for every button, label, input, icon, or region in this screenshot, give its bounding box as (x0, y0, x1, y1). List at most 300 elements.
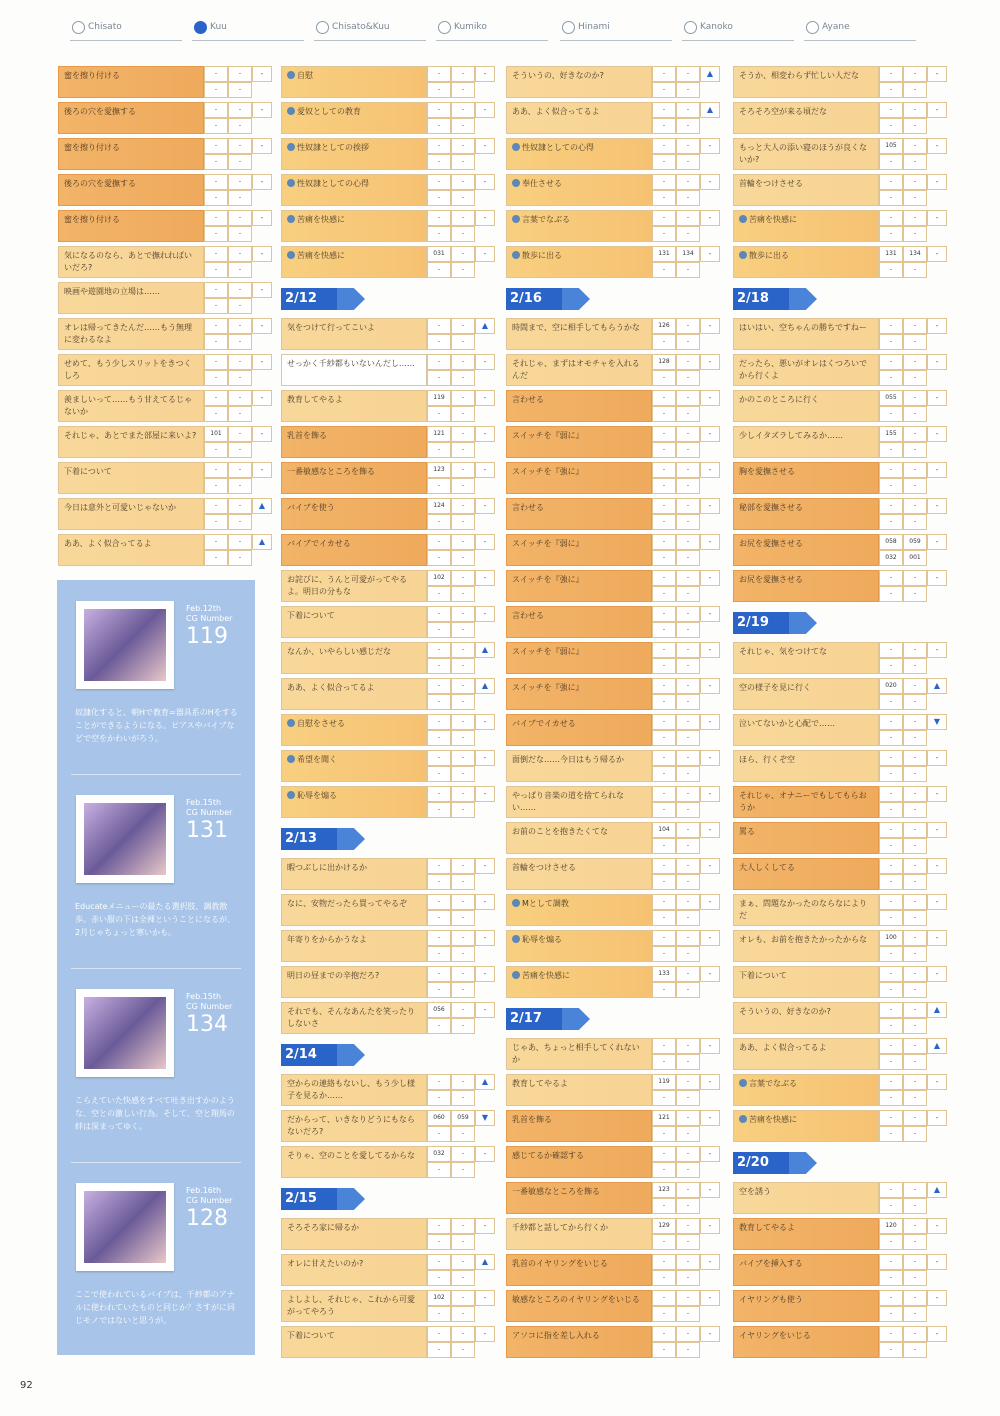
cg-number-cell: 134 (903, 246, 927, 262)
cg-number-cell: - (451, 966, 475, 982)
affection-cell: - (927, 426, 947, 442)
cg-number-cell: - (652, 210, 676, 226)
cg-number-cell: - (451, 534, 475, 550)
choice-row (733, 786, 951, 820)
date-label: 2/20 (733, 1152, 789, 1174)
cg-number-cell: - (204, 226, 228, 242)
cg-number-cell: - (903, 714, 927, 730)
affection-cell: - (475, 102, 495, 118)
choice-label: 空からの連絡もないし、もう少し様子を見るか…… (281, 1074, 427, 1106)
cg-number-cell: - (903, 478, 927, 494)
choice-label: ああ、よく似合ってるよ (58, 534, 204, 566)
tab-chisato-and-kuu[interactable] (314, 18, 426, 41)
cg-number-cell: - (879, 1306, 903, 1322)
choice-row (506, 822, 724, 856)
cg-label: CG Number (186, 808, 233, 817)
menu-marker-icon (512, 215, 520, 223)
cg-number-cell: - (451, 586, 475, 602)
cg-number-cell: - (204, 102, 228, 118)
affection-cell: - (700, 138, 720, 154)
date-label: 2/14 (281, 1044, 337, 1066)
choice-row (506, 318, 724, 352)
cg-number-cell: 032 (879, 550, 903, 566)
cg-number-cell: 126 (652, 318, 676, 334)
affection-cell: - (927, 750, 947, 766)
choice-label: そうか、相変わらず忙しい人だな (733, 66, 879, 98)
choice-label: 羨ましいって……もう甘えてるじゃないか (58, 390, 204, 422)
cg-number-cell: - (676, 318, 700, 334)
cg-number-cell: - (427, 730, 451, 746)
choice-label: スイッチを『強に』 (506, 570, 652, 602)
affection-cell: - (252, 138, 272, 154)
cg-number-cell: - (676, 1182, 700, 1198)
choice-row (506, 210, 724, 244)
choice-label: 言葉でなぶる (506, 210, 652, 242)
choice-row (281, 1218, 499, 1252)
affection-cell: - (700, 786, 720, 802)
cg-number-cell: 119 (652, 1074, 676, 1090)
choice-row (733, 498, 951, 532)
affection-cell: - (927, 930, 947, 946)
cg-number-cell: - (204, 210, 228, 226)
affection-cell: - (700, 966, 720, 982)
affection-cell: - (700, 822, 720, 838)
cg-number-cell: - (427, 370, 451, 386)
cg-number-cell: - (903, 138, 927, 154)
cg-number-cell: 128 (652, 354, 676, 370)
affection-cell: - (475, 1290, 495, 1306)
cg-number-cell: - (652, 190, 676, 206)
cg-number-cell: - (652, 622, 676, 638)
cg-photo (76, 795, 174, 883)
tab-ayane[interactable] (804, 18, 916, 41)
chevron-right-icon (337, 1044, 365, 1066)
affection-up-icon: ▲ (475, 1074, 495, 1090)
choice-row (733, 66, 951, 100)
cg-number-cell: - (427, 1270, 451, 1286)
cg-number-cell: - (676, 498, 700, 514)
choice-label: 後ろの穴を愛撫する (58, 174, 204, 206)
cg-number-cell: - (903, 658, 927, 674)
cg-number-cell: - (903, 82, 927, 98)
choice-label: 苦痛を快感に (733, 1110, 879, 1142)
choice-row (733, 246, 951, 280)
column-1 (58, 66, 276, 570)
choice-row (733, 750, 951, 784)
affection-cell: - (475, 786, 495, 802)
choice-label: 蜜を擦り付ける (58, 66, 204, 98)
cg-number-cell: - (903, 894, 927, 910)
choice-row (506, 462, 724, 496)
cg-number-cell: - (652, 262, 676, 278)
choice-row (281, 966, 499, 1000)
choice-label: 苦痛を快感に (281, 210, 427, 242)
affection-cell: - (475, 462, 495, 478)
cg-number-cell: 131 (652, 246, 676, 262)
choice-label: 空を誘う (733, 1182, 879, 1214)
choice-row (733, 1074, 951, 1108)
cg-number-cell: - (228, 282, 252, 298)
cg-number-cell: - (903, 642, 927, 658)
cg-number-cell: - (676, 370, 700, 386)
choice-label: 泣いてないかと心配で…… (733, 714, 879, 746)
choice-label: スイッチを『強に』 (506, 462, 652, 494)
cg-number-cell: - (676, 1054, 700, 1070)
date-header (733, 612, 951, 636)
choice-label: じゃあ、ちょっと相手してくれないか (506, 1038, 652, 1070)
cg-number-cell: - (903, 1182, 927, 1198)
cg-label: CG Number (186, 1002, 233, 1011)
choice-label: 性奴隷としての心得 (281, 174, 427, 206)
choice-label: 下着について (58, 462, 204, 494)
choice-label: お前のことを抱きたくてな (506, 822, 652, 854)
cg-number-cell: - (427, 534, 451, 550)
choice-label: スイッチを『弱に』 (506, 534, 652, 566)
cg-number-cell: - (903, 154, 927, 170)
choice-row (58, 426, 276, 460)
cg-number-cell: - (903, 750, 927, 766)
choice-row (281, 786, 499, 820)
cg-number-cell: - (204, 550, 228, 566)
cg-number-cell: - (228, 370, 252, 386)
cg-number-cell: - (427, 658, 451, 674)
cg-number-cell: - (652, 370, 676, 386)
cg-number-cell: - (652, 694, 676, 710)
tab-chisato[interactable] (70, 18, 182, 41)
radio-circle-icon (562, 21, 575, 34)
cg-number-cell: - (676, 822, 700, 838)
cg-number-cell: - (427, 1018, 451, 1034)
cg-number-cell: - (451, 190, 475, 206)
affection-cell: - (700, 210, 720, 226)
cg-number-cell: - (228, 478, 252, 494)
cg-number-cell: - (427, 550, 451, 566)
cg-number-cell: - (879, 1234, 903, 1250)
choice-label: ああ、よく似合ってるよ (506, 102, 652, 134)
cg-number-cell: - (427, 1074, 451, 1090)
cg-number-cell: - (676, 570, 700, 586)
affection-cell: - (475, 426, 495, 442)
choice-label: そろそろ家に帰るか (281, 1218, 427, 1250)
cg-number-cell: - (676, 874, 700, 890)
choice-label: 言わせる (506, 390, 652, 422)
cg-number-cell: - (676, 334, 700, 350)
choice-row (506, 1326, 724, 1360)
choice-row (58, 246, 276, 280)
choice-label: 暇つぶしに出かけるか (281, 858, 427, 890)
menu-marker-icon (287, 143, 295, 151)
cg-number-cell: - (879, 262, 903, 278)
choice-row (58, 138, 276, 172)
choice-label: 後ろの穴を愛撫する (58, 102, 204, 134)
cg-number-cell: - (903, 1018, 927, 1034)
menu-marker-icon (287, 755, 295, 763)
menu-marker-icon (512, 251, 520, 259)
choice-label: スイッチを『弱に』 (506, 642, 652, 674)
cg-number-cell: - (879, 102, 903, 118)
choice-label: 一番敏感なところを飾る (506, 1182, 652, 1214)
cg-number-cell: - (879, 1126, 903, 1142)
affection-up-icon: ▲ (252, 498, 272, 514)
cg-number-cell: - (676, 1290, 700, 1306)
cg-number-cell: - (228, 190, 252, 206)
cg-number-cell: - (451, 714, 475, 730)
affection-cell: - (927, 390, 947, 406)
cg-number-cell: - (451, 498, 475, 514)
cg-label: CG Number (186, 1196, 233, 1205)
choice-label: それじゃ、まずはオモチャを入れるんだ (506, 354, 652, 386)
cg-number-cell: - (427, 514, 451, 530)
cg-number-cell: - (228, 318, 252, 334)
radio-circle-icon (72, 21, 85, 34)
tab-hinami[interactable] (560, 18, 672, 41)
choice-label: 蜜を擦り付ける (58, 210, 204, 242)
menu-marker-icon (512, 935, 520, 943)
cg-number-cell: - (451, 946, 475, 962)
affection-cell: - (475, 750, 495, 766)
cg-number-cell: - (652, 390, 676, 406)
affection-up-icon: ▲ (927, 1038, 947, 1054)
cg-number-cell: 123 (652, 1182, 676, 1198)
cg-number-cell: - (676, 1342, 700, 1358)
affection-cell: - (927, 354, 947, 370)
cg-number-cell: - (903, 406, 927, 422)
cg-number-cell: - (676, 1110, 700, 1126)
affection-cell: - (475, 1218, 495, 1234)
date-label: 2/16 (506, 288, 562, 310)
cg-number-cell: - (903, 174, 927, 190)
choice-row (506, 570, 724, 604)
cg-number-cell: - (676, 838, 700, 854)
cg-number-cell: - (676, 118, 700, 134)
affection-cell: - (700, 1218, 720, 1234)
cg-number-cell: - (427, 478, 451, 494)
choice-label: オレも、お前を抱きたかったからな (733, 930, 879, 962)
cg-description: Educateメニューの最たる選択肢、調教散歩。赤い服の下は全裸ということになるが、2月じゃちょっと寒いかも。 (75, 902, 235, 937)
affection-up-icon: ▲ (475, 642, 495, 658)
cg-number-cell: - (903, 1074, 927, 1090)
cg-number-cell: 020 (879, 678, 903, 694)
menu-marker-icon (287, 719, 295, 727)
cg-number-cell: 055 (879, 390, 903, 406)
cg-number-cell: - (652, 766, 676, 782)
choice-row (733, 534, 951, 568)
cg-number-cell: - (451, 1090, 475, 1106)
cg-number-cell: - (879, 838, 903, 854)
choice-row (281, 174, 499, 208)
cg-number-cell: - (652, 1146, 676, 1162)
cg-number-cell: - (903, 1306, 927, 1322)
choice-label: 言葉でなぶる (733, 1074, 879, 1106)
date-header (506, 288, 724, 312)
cg-number-cell: 123 (427, 462, 451, 478)
date-label: 2/17 (506, 1008, 562, 1030)
choice-label: 気をつけて行ってこいよ (281, 318, 427, 350)
affection-cell: - (475, 1146, 495, 1162)
choice-row (281, 534, 499, 568)
choice-row (733, 210, 951, 244)
menu-marker-icon (512, 143, 520, 151)
choice-row (506, 1074, 724, 1108)
cg-number-cell: - (427, 1306, 451, 1322)
choice-label: 気になるのなら、あとで撫れればいいだろ? (58, 246, 204, 278)
choice-row (506, 1110, 724, 1144)
cg-number-cell: - (228, 354, 252, 370)
choice-row (733, 858, 951, 892)
choice-label: スイッチを『弱に』 (506, 426, 652, 458)
cg-number-cell: - (879, 478, 903, 494)
tab-kuu[interactable] (192, 18, 304, 41)
cg-number-cell: - (676, 894, 700, 910)
affection-up-icon: ▲ (475, 1254, 495, 1270)
choice-row (281, 102, 499, 136)
cg-number-cell: - (676, 658, 700, 674)
cg-number-cell: - (903, 190, 927, 206)
choice-label: 敏感なところのイヤリングをいじる (506, 1290, 652, 1322)
cg-number-cell: - (879, 766, 903, 782)
cg-number-cell: - (903, 66, 927, 82)
choice-row (733, 174, 951, 208)
affection-cell: - (475, 858, 495, 874)
cg-number-cell: 001 (903, 550, 927, 566)
menu-marker-icon (512, 179, 520, 187)
choice-row (58, 102, 276, 136)
cg-number-cell: - (903, 1054, 927, 1070)
cg-number-cell: - (652, 82, 676, 98)
cg-number-cell: - (903, 570, 927, 586)
choice-label: 希望を聞く (281, 750, 427, 782)
cg-number-cell: - (879, 1074, 903, 1090)
cg-number-cell: 124 (427, 498, 451, 514)
affection-cell: - (700, 858, 720, 874)
choice-label: Mとして調教 (506, 894, 652, 926)
choice-label: お詫びに、うんと可愛がってやるよ。明日の分もな (281, 570, 427, 602)
cg-number-cell: - (451, 370, 475, 386)
cg-number-cell: - (903, 514, 927, 530)
cg-number-cell: - (204, 406, 228, 422)
menu-marker-icon (512, 899, 520, 907)
date-header (281, 288, 499, 312)
affection-cell: - (475, 930, 495, 946)
cg-number-cell: - (228, 426, 252, 442)
cg-number-cell: - (903, 678, 927, 694)
choice-label: 面倒だな……今日はもう帰るか (506, 750, 652, 782)
choice-label: 明日の昼までの辛抱だろ? (281, 966, 427, 998)
affection-cell: - (252, 390, 272, 406)
cg-number-cell: - (451, 210, 475, 226)
choice-label: 奉仕させる (506, 174, 652, 206)
cg-number-cell: - (204, 118, 228, 134)
cg-number-cell: 105 (879, 138, 903, 154)
cg-number-cell: - (652, 154, 676, 170)
cg-number-cell: - (676, 262, 700, 278)
date-header (281, 828, 499, 852)
choice-label: 首輪をつけさせる (733, 174, 879, 206)
cg-number-cell: - (204, 174, 228, 190)
choice-row (506, 498, 724, 532)
cg-number-cell: - (204, 138, 228, 154)
affection-up-icon: ▲ (700, 66, 720, 82)
date-label: 2/13 (281, 828, 337, 850)
cg-number-cell: - (427, 226, 451, 242)
cg-number-cell: - (676, 1306, 700, 1322)
choice-row (281, 1146, 499, 1180)
affection-cell: - (252, 354, 272, 370)
tab-kanoko[interactable] (682, 18, 794, 41)
choice-row (506, 1146, 724, 1180)
choice-row (733, 930, 951, 964)
cg-number-cell: - (903, 1342, 927, 1358)
cg-number-cell: - (652, 1038, 676, 1054)
choice-row (281, 930, 499, 964)
affection-cell: - (927, 1074, 947, 1090)
choice-row (281, 210, 499, 244)
cg-number-cell: - (903, 822, 927, 838)
cg-number-cell: 056 (427, 1002, 451, 1018)
chevron-right-icon (789, 288, 817, 310)
choice-row (281, 642, 499, 676)
cg-number-cell: - (652, 714, 676, 730)
cg-number-cell: - (652, 118, 676, 134)
choice-row (281, 714, 499, 748)
cg-number-cell: - (903, 318, 927, 334)
cg-number-cell: 121 (427, 426, 451, 442)
tab-kumiko[interactable] (436, 18, 548, 41)
cg-number-cell: - (676, 730, 700, 746)
cg-number-cell: - (652, 550, 676, 566)
cg-number-cell: - (879, 694, 903, 710)
cg-number-cell: - (204, 82, 228, 98)
cg-number-cell: - (427, 334, 451, 350)
cg-number-cell: - (879, 1018, 903, 1034)
affection-cell: - (475, 1002, 495, 1018)
cg-sidebar-panel (57, 580, 255, 1355)
choice-row (281, 426, 499, 460)
cg-number-cell: - (427, 750, 451, 766)
affection-cell: - (927, 894, 947, 910)
choice-row (733, 462, 951, 496)
cg-number-cell: - (427, 406, 451, 422)
cg-number-cell: - (652, 858, 676, 874)
choice-row (506, 1218, 724, 1252)
cg-number-cell: 102 (427, 570, 451, 586)
cg-number-cell: - (204, 262, 228, 278)
cg-number-cell: 131 (879, 246, 903, 262)
cg-photo (76, 989, 174, 1077)
choice-label: 乳首を飾る (281, 426, 427, 458)
menu-marker-icon (287, 215, 295, 223)
cg-number-cell: - (879, 586, 903, 602)
choice-row (506, 390, 724, 424)
cg-number-cell: - (427, 1162, 451, 1178)
cg-number-cell: - (451, 694, 475, 710)
choice-row (506, 354, 724, 388)
cg-number-cell: - (903, 262, 927, 278)
cg-number-cell: - (879, 858, 903, 874)
cg-number-cell: - (228, 534, 252, 550)
cg-number-cell: - (676, 478, 700, 494)
affection-cell: - (475, 1326, 495, 1342)
cg-number-cell: - (652, 1270, 676, 1286)
choice-label: 罵る (733, 822, 879, 854)
affection-cell: - (252, 318, 272, 334)
choice-label: 映画や遊園地の立場は…… (58, 282, 204, 314)
cg-number-cell: - (427, 118, 451, 134)
choice-row (281, 1110, 499, 1144)
cg-number-cell: - (427, 606, 451, 622)
choice-label: ああ、よく似合ってるよ (733, 1038, 879, 1070)
cg-number-cell: 129 (652, 1218, 676, 1234)
